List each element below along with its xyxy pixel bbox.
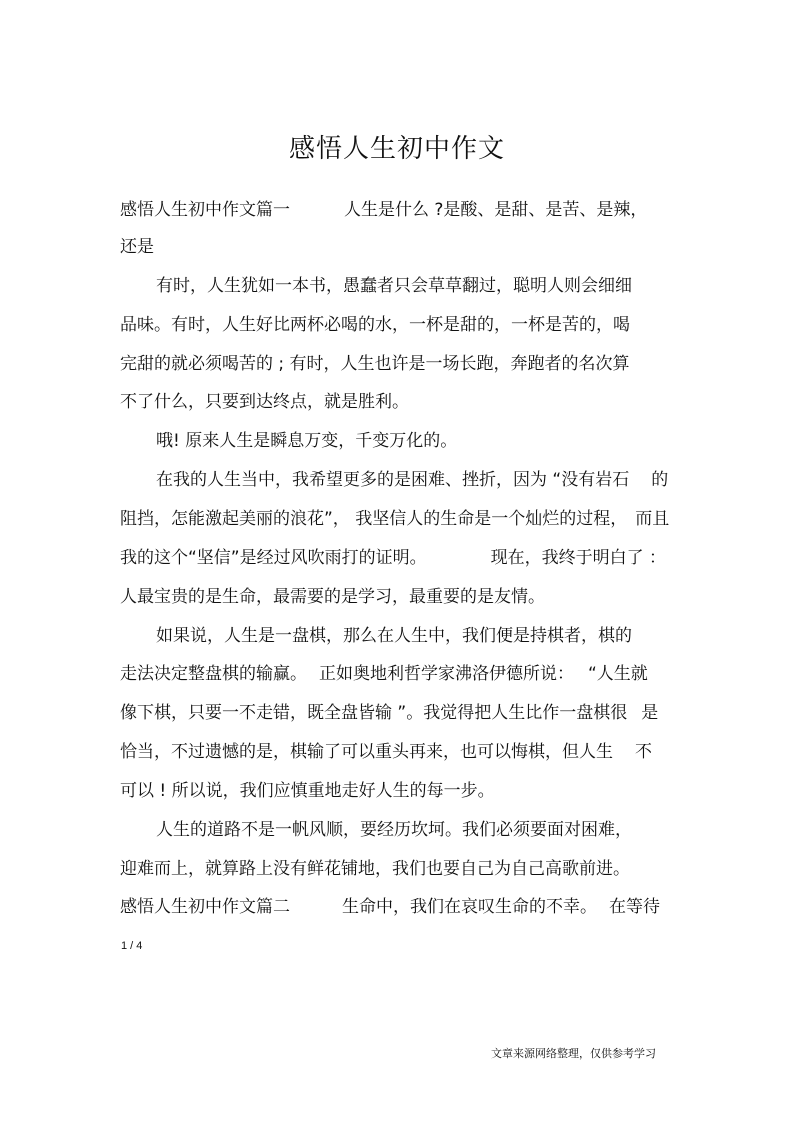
text-segment: 迎难而上，就算路上没有鲜花铺地，我们也要自己为自己高歌前进。 — [120, 859, 630, 879]
text-segment: 我的这个“坚信”是经过风吹雨打的证明。 — [120, 548, 427, 568]
text-segment: 哦! 原来人生是瞬息万变，千变万化的。 — [156, 431, 458, 451]
text-segment: 走法决定整盘棋的输赢。 — [120, 664, 307, 684]
text-line — [120, 235, 154, 259]
text-line — [156, 274, 632, 298]
page-indicator: 1 / 4 — [121, 940, 143, 952]
text-segment: 人生的道路不是一帆风顺，要经历坎坷。我们必须要面对困难， — [156, 820, 632, 840]
text-line — [156, 624, 632, 648]
text-line — [156, 429, 457, 453]
text-segment: 有时，人生犹如一本书，愚蠢者只会草草翻过，聪明人则会细细 — [156, 276, 632, 296]
text-line — [120, 198, 647, 222]
text-line — [120, 779, 495, 803]
text-line — [120, 662, 648, 686]
text-segment: 现在，我终于明白了 ： — [490, 548, 667, 568]
text-segment: 在我的人生当中，我希望更多的是困难、挫折，因为 “没有岩石 — [156, 470, 630, 490]
text-segment: 是 — [641, 703, 659, 723]
document-title: 感悟人生初中作文 — [288, 134, 505, 164]
text-segment: 恰当，不过遗憾的是，棋输了可以重头再来，也可以悔棋，但人生 — [120, 742, 613, 762]
source-note: 文章来源网络整理，仅供参考学习 — [491, 1047, 656, 1060]
text-segment: 不了什么，只要到达终点，就是胜利。 — [120, 392, 409, 412]
text-line — [120, 857, 630, 881]
text-segment: 生命中，我们在哀叹生命的不幸。 — [342, 897, 597, 917]
text-segment: 可以 ! 所以说，我们应慎重地走好人生的每一步。 — [120, 781, 495, 801]
text-segment: 人生是什么 ?是酸、是甜、是苦、是辣， — [344, 200, 648, 220]
text-segment: 人最宝贵的是生命，最需要的是学习，最重要的是友情。 — [120, 587, 545, 607]
text-line — [120, 507, 669, 531]
text-segment: 如果说，人生是一盘棋，那么在人生中，我们便是持棋者，棋的 — [156, 626, 632, 646]
text-line — [120, 352, 630, 376]
text-line — [156, 468, 668, 492]
text-segment: 品味。有时，人生好比两杯必喝的水，一杯是甜的，一杯是苦的，喝 — [120, 315, 630, 335]
text-segment: 而且 — [635, 509, 670, 529]
text-segment: 完甜的就必须喝苦的 ; 有时，人生也许是一场长跑，奔跑者的名次算 — [120, 354, 630, 374]
text-segment: “人生就 — [588, 664, 648, 684]
text-segment: 的 — [651, 470, 669, 490]
text-segment: 还是 — [120, 237, 154, 257]
text-line — [120, 546, 666, 570]
text-segment: 正如奥地利哲学家沸洛伊德所说： — [319, 664, 574, 684]
text-segment: 不 — [635, 742, 652, 762]
text-line — [120, 313, 630, 337]
text-line — [120, 585, 545, 609]
text-segment: 感悟人生初中作文篇二 — [120, 897, 290, 917]
text-segment: 感悟人生初中作文篇一 — [120, 200, 290, 220]
text-line — [156, 818, 632, 842]
text-line — [120, 390, 409, 414]
text-line — [120, 701, 658, 725]
text-line — [120, 740, 652, 764]
text-line — [120, 895, 660, 919]
text-segment: 阻挡，怎能激起美丽的浪花”， 我坚信人的生命是一个灿烂的过程， — [120, 509, 628, 529]
text-segment: 在等待 — [609, 897, 660, 917]
text-segment: 像下棋，只要一不走错，既全盘皆输 ”。我觉得把人生比作一盘棋很 — [120, 703, 628, 723]
